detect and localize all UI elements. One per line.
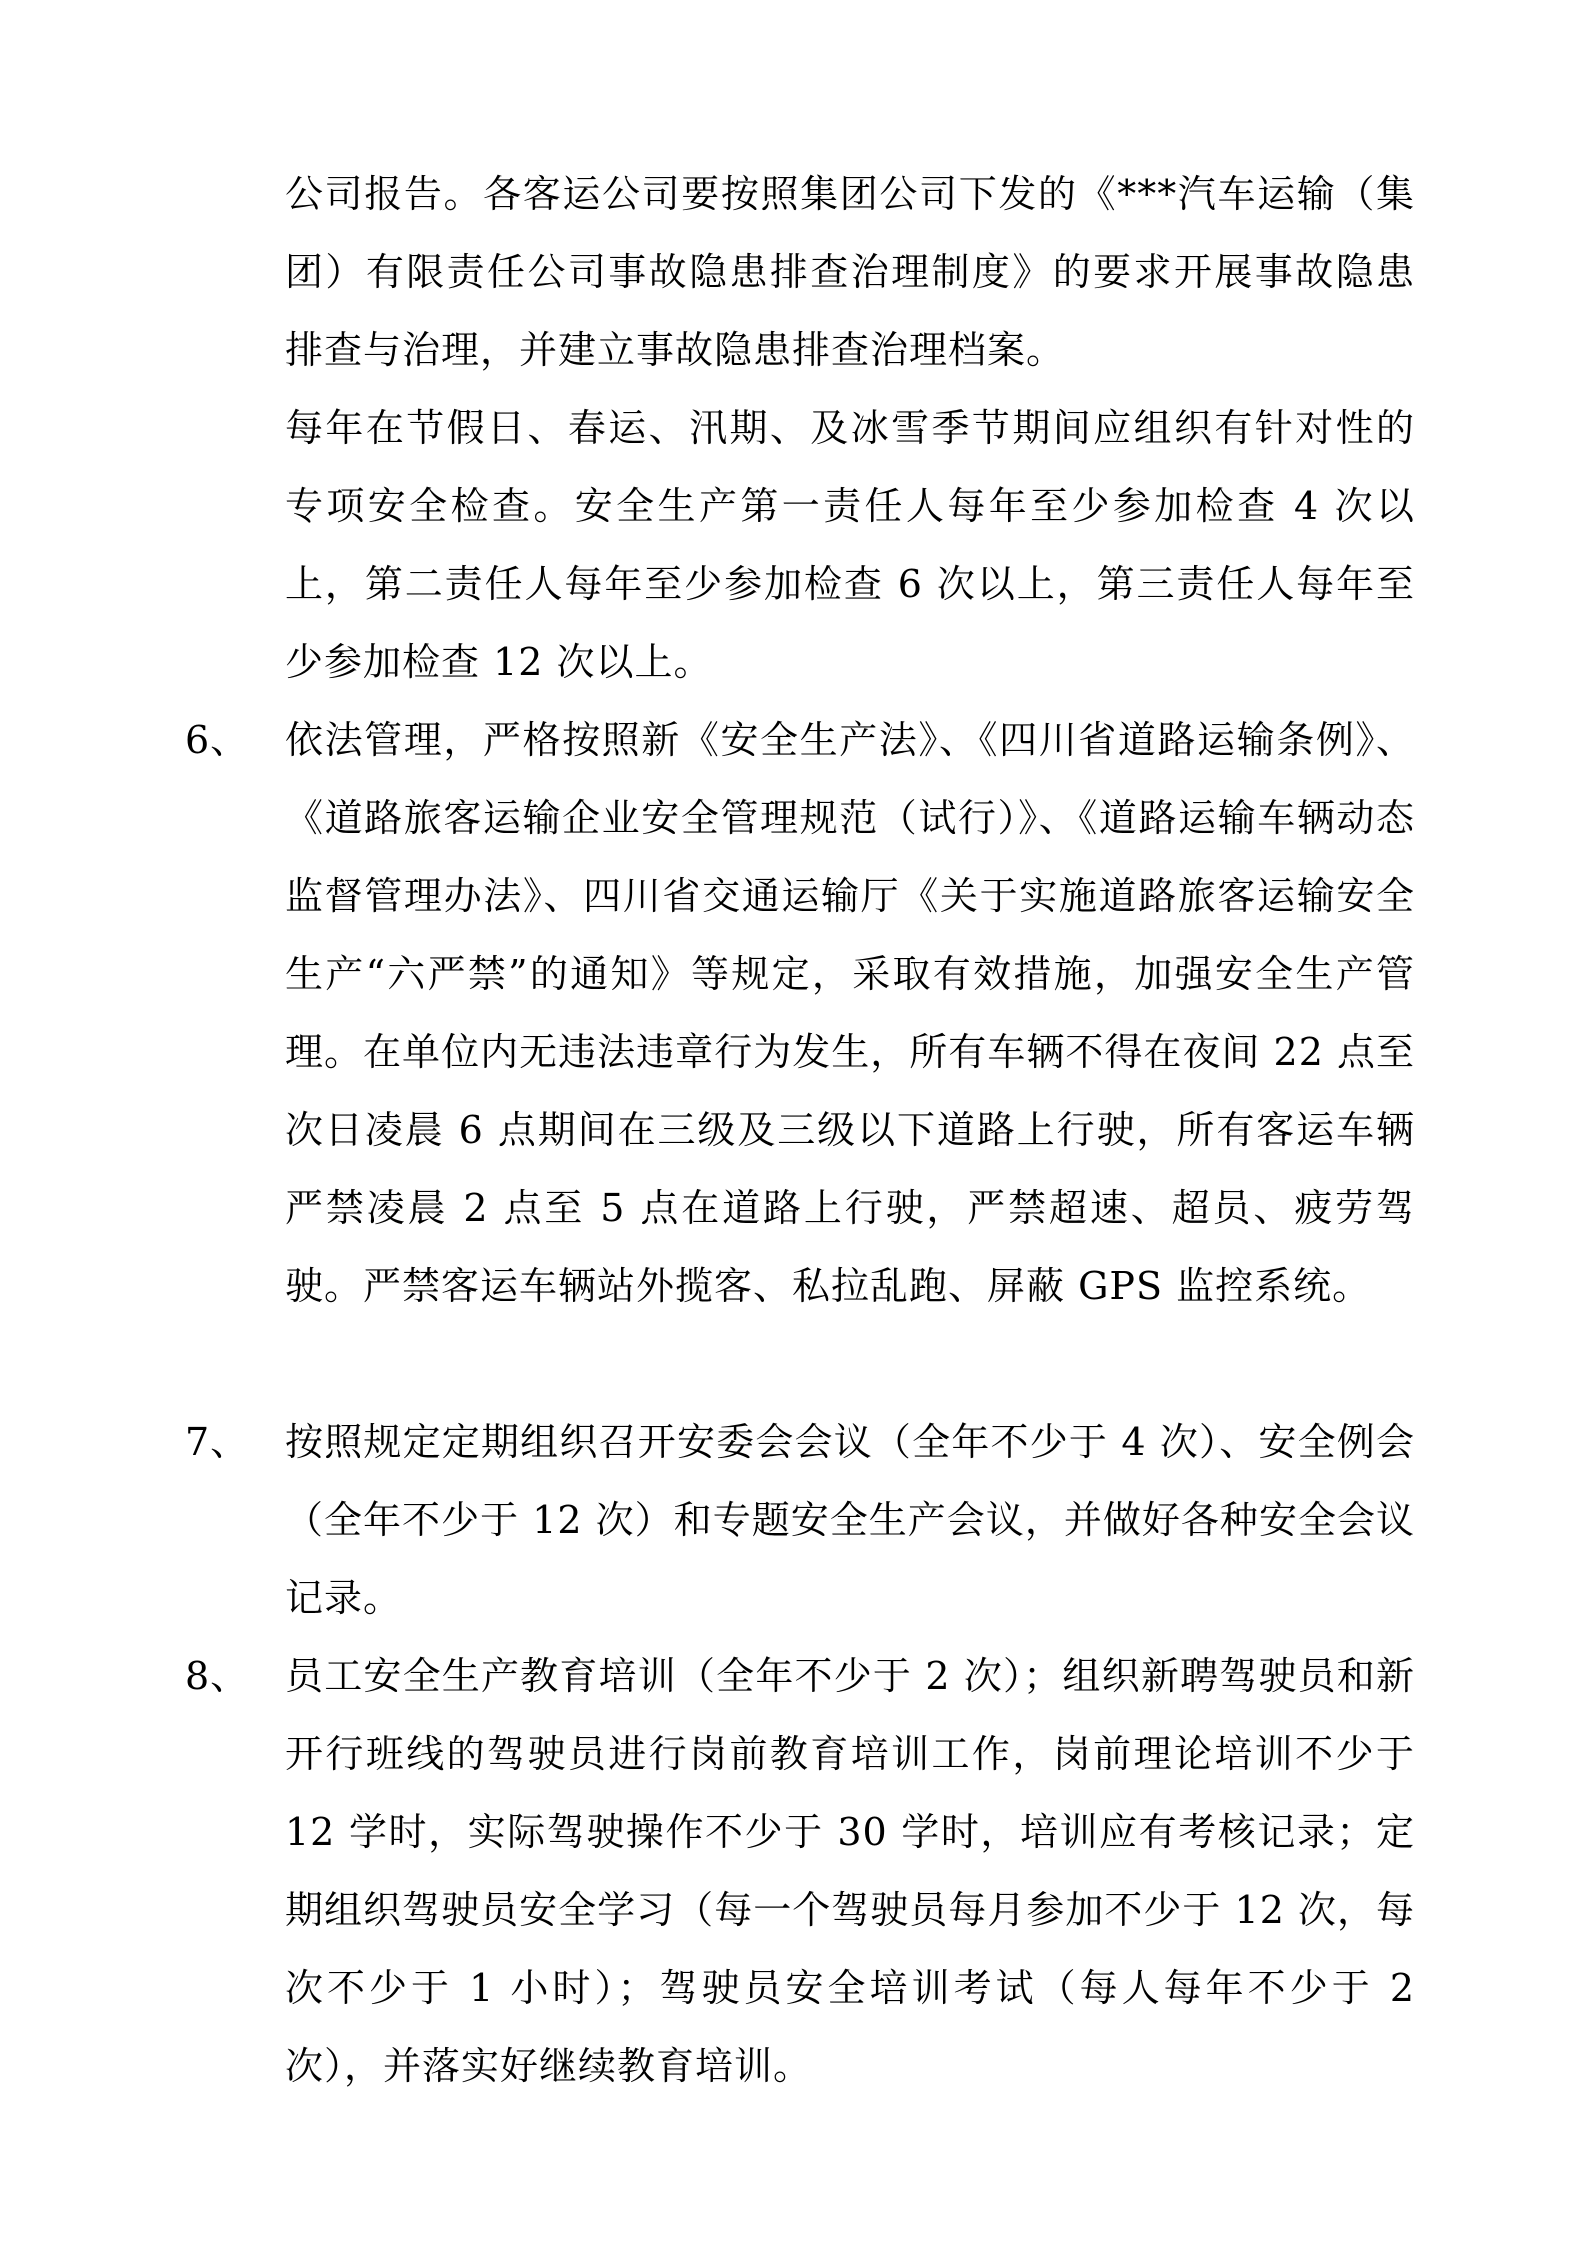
list-item-text: 依法管理，严格按照新《安全生产法》、《四川省道路运输条例》、《道路旅客运输企业安全管理规范（试行）》、《道路运输车辆动态监督管理办法》、四川省交通运输厅《关于实施道路旅客运输安全生产“六严禁”的通知》等规定，采取有效措施，加强安全生产管理。在单位内无违法违章行为发生，所有车辆不得在夜间 22 点至次日凌晨 6 点期间在三级及三级以下道路上行驶，所有客运车辆严禁凌晨 2 点至 5 点在道路上行驶，严禁超速、超员、疲劳驾驶。严禁客运车辆站外揽客、私拉乱跑、屏蔽 GPS 监控系统。 <box>285 718 1415 1308</box>
paragraph-special-inspection: 每年在节假日、春运、汛期、及冰雪季节期间应组织有针对性的专项安全检查。安全生产第一责任人每年至少参加检查 4 次以上，第二责任人每年至少参加检查 6 次以上，第三责任人每年至少参加检查 12 次以上。 <box>285 406 1415 684</box>
list-item-number: 7、 <box>185 1420 250 1464</box>
list-item-text: 员工安全生产教育培训（全年不少于 2 次）；组织新聘驾驶员和新开行班线的驾驶员进行岗前教育培训工作，岗前理论培训不少于 12 学时，实际驾驶操作不少于 30 学时，培训应有考核记录；定期组织驾驶员安全学习（每一个驾驶员每月参加不少于 12 次，每次不少于 1 小时）；驾驶员安全培训考试（每人每年不少于 2 次），并落实好继续教育培训。 <box>285 1654 1415 2088</box>
list-item-6 <box>185 701 1415 1325</box>
list-item-7 <box>185 1403 1415 1637</box>
list-item-number: 8、 <box>185 1654 250 1698</box>
list-item-number: 6、 <box>185 718 250 762</box>
list-item-text: 按照规定定期组织召开安委会会议（全年不少于 4 次）、安全例会（全年不少于 12 次）和专题安全生产会议，并做好各种安全会议记录。 <box>285 1420 1415 1620</box>
list-item-8 <box>185 1637 1415 2105</box>
paragraph-continuation: 公司报告。各客运公司要按照集团公司下发的《***汽车运输（集团）有限责任公司事故隐患排查治理制度》的要求开展事故隐患排查与治理，并建立事故隐患排查治理档案。 <box>285 172 1415 372</box>
